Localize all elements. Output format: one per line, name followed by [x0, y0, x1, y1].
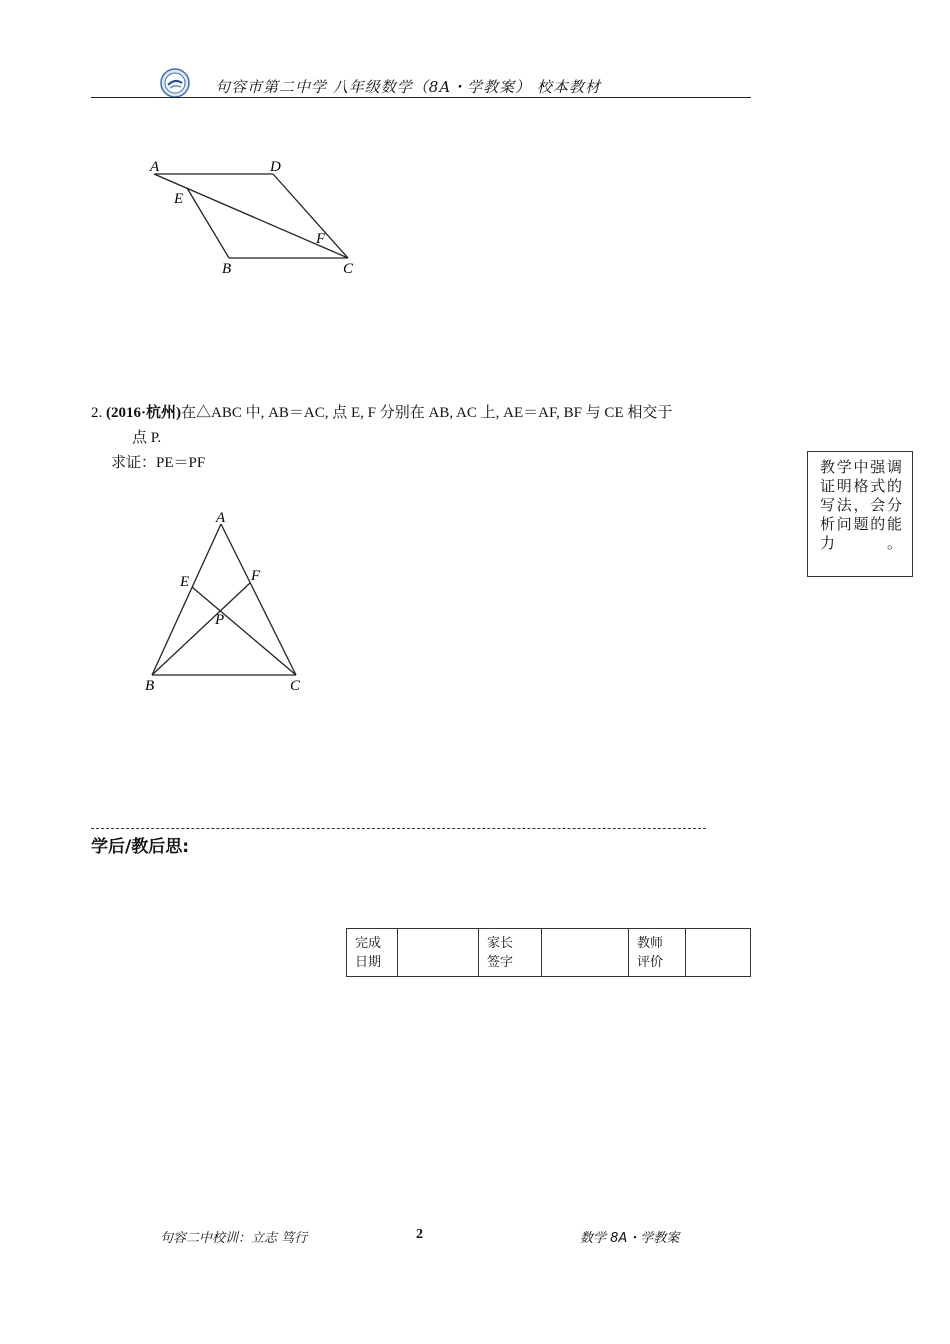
parent-signature-field[interactable]	[542, 929, 629, 977]
problem-source: (2016·杭州)	[106, 405, 181, 421]
header-title: 句容市第二中学 八年级数学（8A・学教案） 校本教材	[215, 78, 601, 96]
label-f: F	[251, 568, 261, 584]
teacher-evaluation-label: 教师 评价	[629, 929, 686, 977]
teaching-note-box: 教学中强调证明格式的写法，会分析问题的能力。	[807, 451, 913, 577]
label-b: B	[222, 261, 232, 277]
segment-bf	[152, 583, 250, 675]
label-f: F	[316, 231, 326, 247]
label-e: E	[174, 191, 184, 207]
segment-ce	[192, 587, 296, 675]
section-divider	[91, 828, 706, 829]
completion-date-field[interactable]	[398, 929, 479, 977]
teacher-evaluation-field[interactable]	[686, 929, 751, 977]
label-a: A	[216, 510, 226, 526]
prove-statement: 求证：PE＝PF	[111, 455, 206, 471]
sign-table	[346, 928, 751, 977]
label-b: B	[145, 678, 155, 694]
parent-signature-label: 家长 签字	[479, 929, 542, 977]
label-c: C	[343, 261, 354, 277]
problem-text-line2: 点 P.	[132, 430, 162, 446]
label-e: E	[180, 574, 190, 590]
problem-number: 2.	[91, 405, 103, 421]
label-a: A	[150, 159, 160, 175]
segment-be	[187, 188, 229, 258]
footer-motto: 句容二中校训：立志 笃行	[160, 1231, 308, 1246]
segment-ab	[152, 524, 221, 675]
triangle-figure	[140, 505, 320, 700]
problem-text-line1: 在△ABC 中, AB＝AC, 点 E, F 分别在 AB, AC 上, AE＝AF, BF 与 CE 相交于	[181, 405, 673, 421]
reflection-heading: 学后/教后思:	[91, 837, 190, 857]
footer-course: 数学 8A・学教案	[580, 1231, 680, 1246]
label-c: C	[290, 678, 301, 694]
school-emblem-icon	[160, 68, 190, 98]
header-rule	[91, 97, 751, 98]
segment-dc	[273, 174, 348, 258]
completion-date-label: 完成 日期	[347, 929, 398, 977]
label-d: D	[270, 159, 281, 175]
page-number: 2	[416, 1227, 423, 1242]
parallelogram-figure	[140, 155, 380, 285]
label-p: P	[215, 612, 225, 628]
problem-2	[91, 401, 761, 451]
